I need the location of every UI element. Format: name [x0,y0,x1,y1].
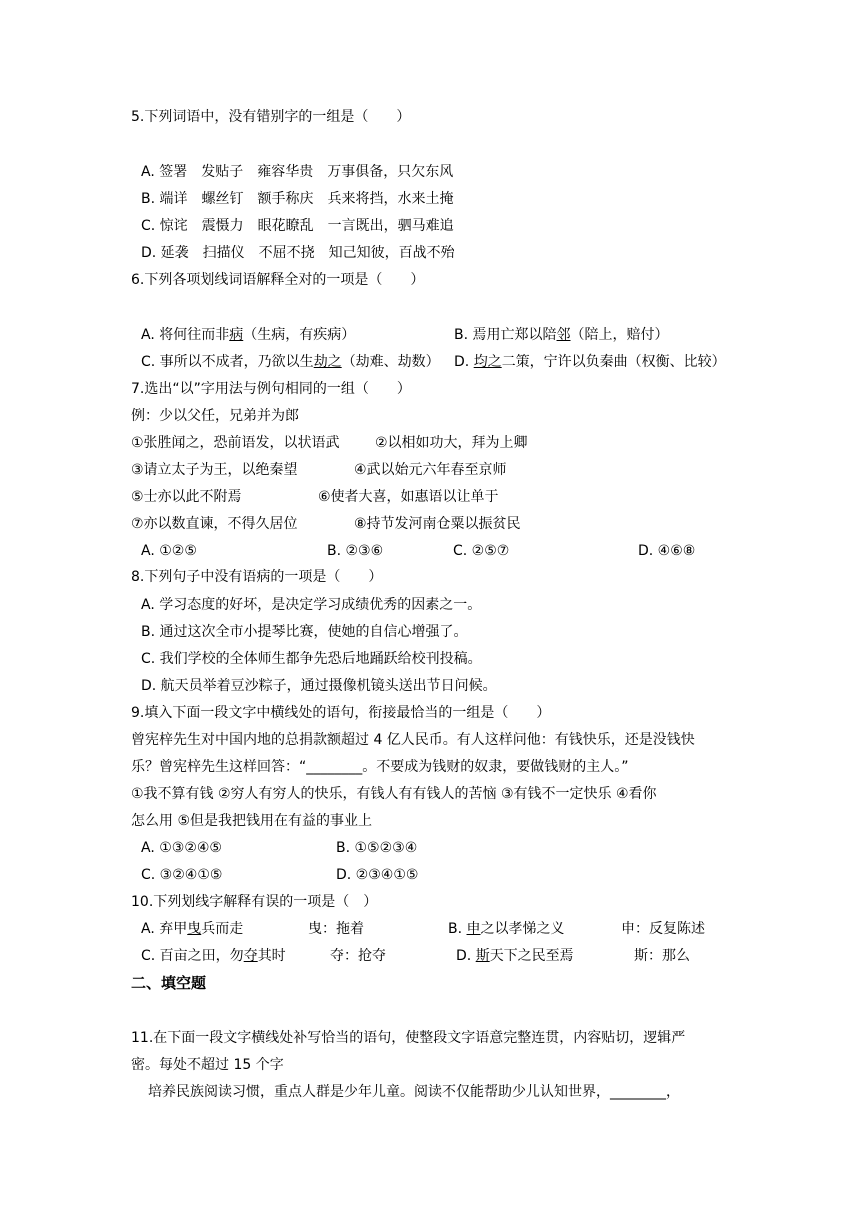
q10-option-c-underlined: 夺 [243,948,258,964]
q6-option-c-post: （劫难、劫数） [341,354,440,370]
q6-option-b-underlined: 邻 [556,327,571,343]
q5-option-c: C. 惊诧 震慑力 眼花瞭乱 一言既出，驷马难追 [141,218,454,234]
q10-option-a-explanation: 曳：拖着 [308,921,364,937]
q9-choices-line-1: ①我不算有钱 ②穷人有穷人的快乐，有钱人有有钱人的苦恼 ③有钱不一定快乐 ④看你 [131,786,657,802]
q6-option-b-pre: B. 焉用亡郑以陪 [454,327,557,343]
q9-option-b: B. ①⑤②③④ [336,840,418,856]
q6-option-d-post: 二策，宁许以负秦曲（权衡、比较） [501,354,726,370]
q6-option-b-post: （陪上，赔付） [570,327,669,343]
q11-stem-line-1: 11.在下面一段文字横线处补写恰当的语句，使整段文字语意完整连贯，内容贴切，逻辑严 [131,1030,686,1046]
q10-option-b-pre: B. [448,921,467,937]
q10-option-a-pre: A. 弃甲 [141,921,188,937]
q10-option-d-underlined: 斯 [475,948,490,964]
q10-option-b-underlined: 申 [466,921,481,937]
q8-option-a: A. 学习态度的好坏，是决定学习成绩优秀的因素之一。 [141,597,482,613]
q10-option-c [141,946,286,966]
q6-option-c [141,352,440,372]
q10-option-d-post: 天下之民至焉 [489,948,574,964]
q7-item-8: ⑧持节发河南仓粟以振贫民 [354,516,521,532]
q7-item-4: ④武以始元六年春至京师 [354,462,507,478]
q6-option-d-underlined: 均之 [473,354,502,370]
q6-option-c-pre: C. 事所以不成者，乃欲以生 [141,354,314,370]
section-heading: 二、填空题 [131,974,207,992]
q7-option-b: B. ②③⑥ [327,543,384,559]
q6-option-a [141,325,355,345]
q6-stem: 6.下列各项划线词语解释全对的一项是（ ） [131,272,425,288]
q10-option-a [141,919,243,939]
q10-option-d-pre: D. [456,948,476,964]
q6-option-a-post: （生病，有疾病） [243,327,356,343]
q10-option-a-underlined: 曳 [187,921,202,937]
q10-option-b-post: 之以孝悌之义 [480,921,565,937]
q7-stem: 7.选出“以”字用法与例句相同的一组（ ） [131,381,411,397]
q5-option-a: A. 签署 发贴子 雍容华贵 万事俱备，只欠东风 [141,164,454,180]
q7-option-d: D. ④⑥⑧ [638,543,696,559]
q6-option-a-pre: A. 将何往而非 [141,327,230,343]
q8-option-b: B. 通过这次全市小提琴比赛，使她的自信心增强了。 [141,624,468,640]
q6-option-a-underlined: 病 [229,327,244,343]
q8-stem: 8.下列句子中没有语病的一项是（ ） [131,569,383,585]
q9-option-a: A. ①③②④⑤ [141,840,222,856]
q9-passage-line-1: 曾宪梓先生对中国内地的总捐款额超过 4 亿人民币。有人这样问他：有钱快乐，还是没钱快 [131,732,695,748]
q9-choices-line-2: 怎么用 ⑤但是我把钱用在有益的事业上 [131,813,372,829]
q6-option-c-underlined: 劫之 [313,354,342,370]
q8-option-c: C. 我们学校的全体师生都争先恐后地踊跃给校刊投稿。 [141,651,482,667]
q10-option-b-explanation: 申：反复陈述 [621,921,705,937]
q5-option-b: B. 端详 螺丝钉 额手称庆 兵来将挡，水来土掩 [141,191,454,207]
q8-option-d: D. 航天员举着豆沙粽子，通过摄像机镜头送出节日问候。 [141,678,497,694]
q7-example: 例：少以父任，兄弟并为郎 [131,408,299,424]
q10-option-c-explanation: 夺：抢夺 [330,948,386,964]
q9-option-c: C. ③②④①⑤ [141,867,223,883]
q7-item-1: ①张胜闻之，恐前语发，以状语武 [131,435,340,451]
q10-stem: 10.下列划线字解释有误的一项是（ ） [131,894,378,910]
q7-option-c: C. ②⑤⑦ [453,543,510,559]
q9-stem: 9.填入下面一段文字中横线处的语句，衔接最恰当的一组是（ ） [131,705,551,721]
q10-option-b [448,919,565,939]
q10-option-a-post: 兵而走 [201,921,244,937]
q6-option-d [454,352,726,372]
q9-passage-line-2: 乐？曾宪梓先生这样回答：“________。不要成为钱财的奴隶，要做钱财的主人。” [131,759,629,775]
q11-stem-line-2: 密。每处不超过 15 个字 [131,1057,284,1073]
q7-item-6: ⑥使者大喜，如惠语以让单于 [318,489,499,505]
q5-stem: 5.下列词语中，没有错别字的一组是（ ） [131,109,411,125]
q5-option-d: D. 延袭 扫描仪 不屈不挠 知己知彼，百战不殆 [141,245,455,261]
q7-option-a: A. ①②⑤ [141,543,197,559]
q10-option-d [456,946,574,966]
q7-item-5: ⑤士亦以此不附焉 [131,489,242,505]
q11-passage: 培养民族阅读习惯，重点人群是少年儿童。阅读不仅能帮助少儿认知世界，________， [134,1084,680,1100]
q6-option-d-pre: D. [454,354,474,370]
q10-option-c-post: 其时 [257,948,286,964]
q7-item-2: ②以相如功大，拜为上卿 [375,435,528,451]
q7-item-7: ⑦亦以数直谏，不得久居位 [131,516,298,532]
q10-option-c-pre: C. 百亩之田，勿 [141,948,244,964]
q6-option-b [454,325,669,345]
q9-option-d: D. ②③④①⑤ [336,867,419,883]
q7-item-3: ③请立太子为王，以绝秦望 [131,462,298,478]
q10-option-d-explanation: 斯：那么 [634,948,690,964]
